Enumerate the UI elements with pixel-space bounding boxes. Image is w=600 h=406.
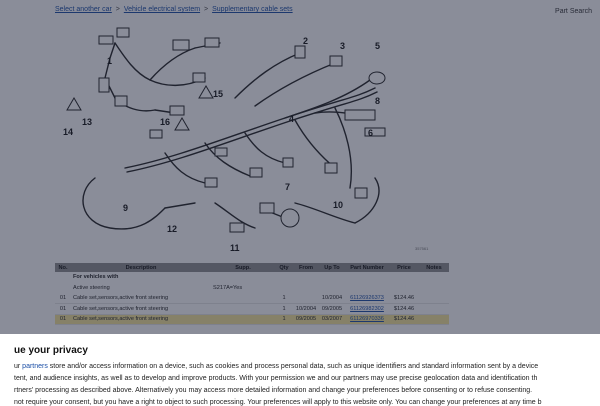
consent-line-3: rtners' processing as described above. Alternatively you may access more detailed information and change your preferences before consenting or to refuse consenting. bbox=[14, 387, 533, 394]
privacy-consent-banner bbox=[0, 334, 600, 406]
consent-title: ue your privacy bbox=[14, 345, 88, 356]
consent-line-2: tent, and audience insights, as well as to develop and improve products. With your permission we and our partners may use precise geolocation data and identification th bbox=[14, 375, 538, 382]
consent-line-4: not require your consent, but you have a right to object to such processing. Your preferences will apply to this website only. You can change your preferences at any time b bbox=[14, 399, 542, 406]
consent-line-1: ur partners store and/or access information on a device, such as cookies and process personal data, such as unique identifiers and standard information sent by a device bbox=[14, 363, 539, 370]
partners-link[interactable]: partners bbox=[22, 363, 48, 370]
